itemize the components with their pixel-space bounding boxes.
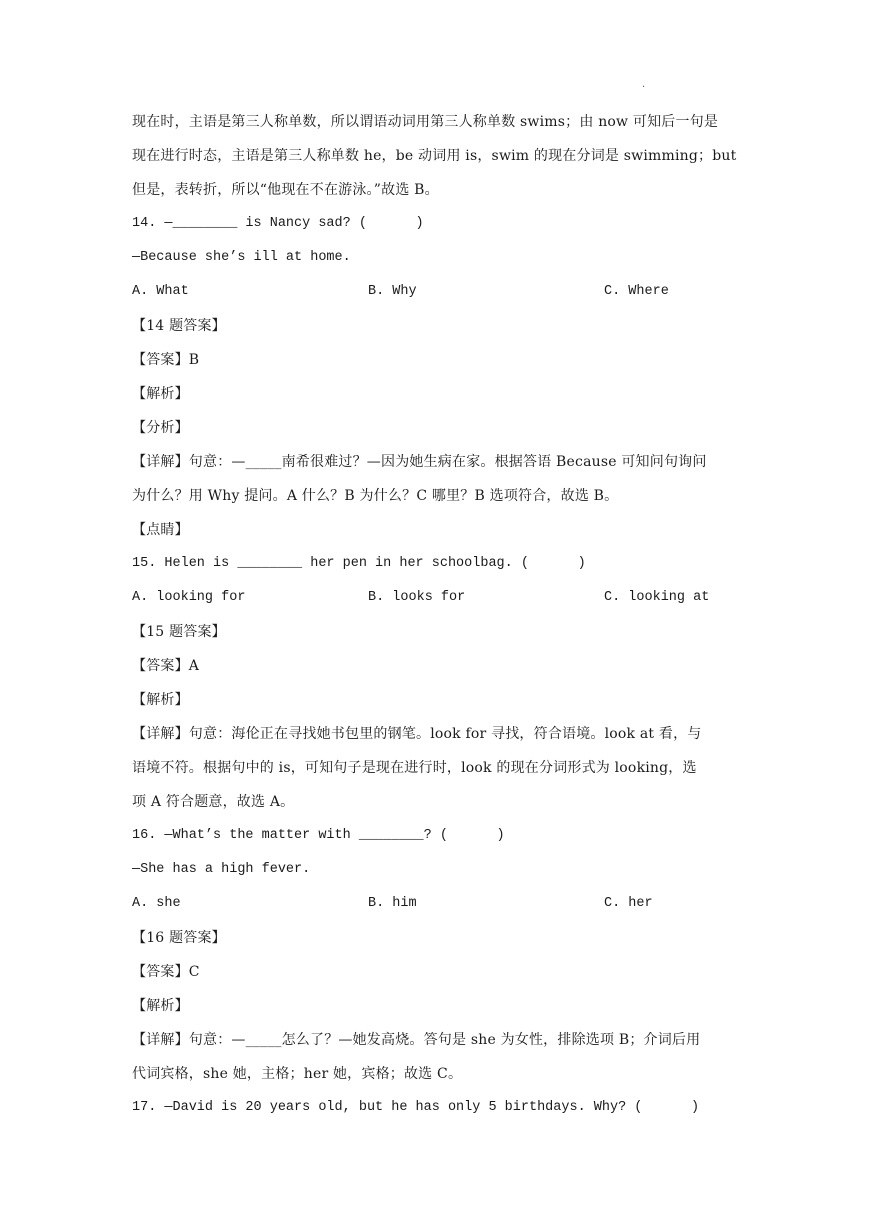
q14-answer: 【答案】B xyxy=(132,352,200,368)
q16-reply: —She has a high fever. xyxy=(132,862,311,877)
q15-detail-line: 项 A 符合题意，故选 A。 xyxy=(132,794,295,810)
q15-stem: 15. Helen is ________ her pen in her schoolbag. ( ) xyxy=(132,556,586,571)
q14-option-a: A. What xyxy=(132,284,189,299)
q14-detail-line: 为什么？用 Why 提问。A 什么？B 为什么？C 哪里？B 选项符合，故选 B。 xyxy=(132,488,619,504)
q14-dianjing: 【点睛】 xyxy=(132,522,189,538)
q16-detail-line: 代词宾格，she 她，主格；her 她，宾格；故选 C。 xyxy=(132,1066,463,1082)
intro-line: 现在时，主语是第三人称单数，所以谓语动词用第三人称单数 swims；由 now 可知后一句是 xyxy=(132,114,719,130)
q15-detail-line: 【详解】句意：海伦正在寻找她书包里的钢笔。look for 寻找，符合语境。look at 看，与 xyxy=(132,726,702,742)
q15-analysis-title: 【解析】 xyxy=(132,692,189,708)
q14-option-c: C. Where xyxy=(604,284,669,299)
q16-option-a: A. she xyxy=(132,896,181,911)
q14-reply: —Because she’s ill at home. xyxy=(132,250,351,265)
q15-option-c: C. looking at xyxy=(604,590,710,605)
document-page xyxy=(132,108,742,1128)
q16-answer-title: 【16 题答案】 xyxy=(132,930,226,946)
q15-options xyxy=(132,584,742,618)
intro-line: 现在进行时态，主语是第三人称单数 he，be 动词用 is，swim 的现在分词是 swimming；but xyxy=(132,148,737,164)
q17-stem: 17. —David is 20 years old, but he has only 5 birthdays. Why? ( ) xyxy=(132,1100,700,1115)
q14-detail-line: 【详解】句意：—_____南希很难过？—因为她生病在家。根据答语 Because 可知问句询问 xyxy=(132,454,707,470)
q14-analysis-title: 【解析】 xyxy=(132,386,189,402)
q15-answer-title: 【15 题答案】 xyxy=(132,624,226,640)
q14-options xyxy=(132,278,742,312)
q14-stem: 14. —________ is Nancy sad? ( ) xyxy=(132,216,424,231)
q16-options xyxy=(132,890,742,924)
q15-option-a: A. looking for xyxy=(132,590,246,605)
q16-analysis-title: 【解析】 xyxy=(132,998,189,1014)
intro-line: 但是，表转折，所以“他现在不在游泳。”故选 B。 xyxy=(132,182,439,198)
q16-detail-line: 【详解】句意：—_____怎么了？—她发高烧。答句是 she 为女性，排除选项 B；介词后用 xyxy=(132,1032,701,1048)
q14-option-b: B. Why xyxy=(368,284,417,299)
q16-stem: 16. —What’s the matter with ________? ( ) xyxy=(132,828,505,843)
q15-option-b: B. looks for xyxy=(368,590,466,605)
q16-option-b: B. him xyxy=(368,896,417,911)
page-mark: · xyxy=(642,82,646,93)
q14-answer-title: 【14 题答案】 xyxy=(132,318,226,334)
q15-answer: 【答案】A xyxy=(132,658,200,674)
q16-answer: 【答案】C xyxy=(132,964,200,980)
q15-detail-line: 语境不符。根据句中的 is，可知句子是现在进行时，look 的现在分词形式为 looking，选 xyxy=(132,760,697,776)
q16-option-c: C. her xyxy=(604,896,653,911)
q14-fenxi: 【分析】 xyxy=(132,420,189,436)
